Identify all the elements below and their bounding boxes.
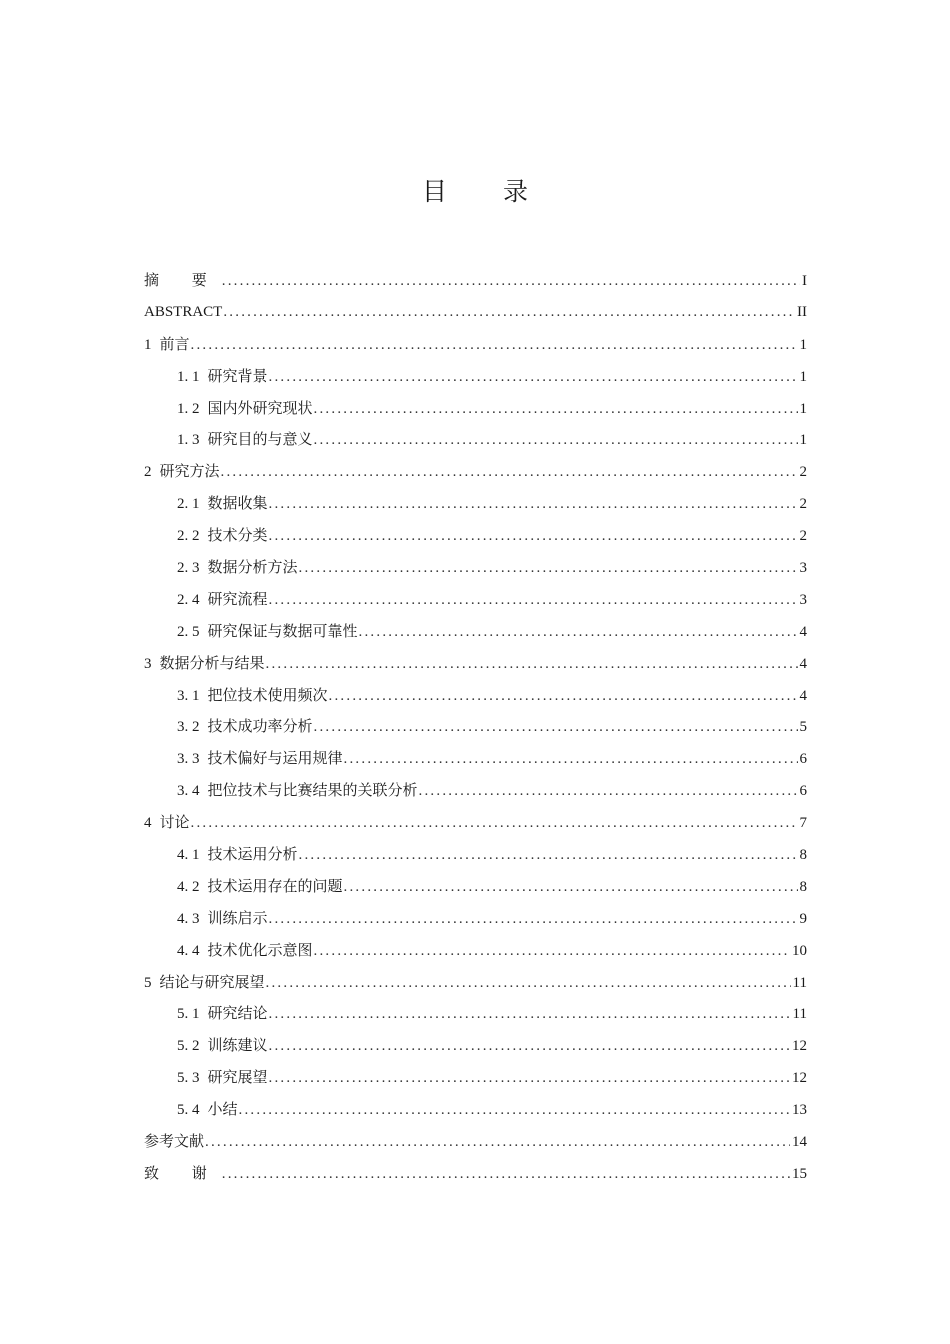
toc-entry-label — [177, 1094, 238, 1127]
toc-entry-title: 技术分类 — [207, 526, 268, 545]
toc-dot-leader — [269, 999, 791, 1031]
toc-page-number: 4 — [799, 687, 807, 704]
toc-page-number: 15 — [792, 1165, 807, 1182]
toc-entry-label — [177, 1030, 268, 1063]
toc-page-number: 10 — [792, 942, 807, 959]
toc-dot-leader — [269, 489, 798, 521]
toc-entry-number: 3. 4 — [177, 783, 200, 800]
toc-entry-label — [177, 393, 313, 426]
toc-entry-label — [177, 935, 313, 968]
toc-entry-title: 小结 — [207, 1100, 238, 1119]
toc-entry-number: 4 — [144, 815, 152, 832]
toc-entry-number: 1. 3 — [177, 432, 200, 449]
toc-page-number: 6 — [799, 783, 807, 800]
toc-entry[interactable] — [144, 1030, 807, 1062]
toc-entry-label — [177, 584, 268, 617]
toc-entry-label — [177, 488, 268, 521]
toc-dot-leader — [269, 585, 798, 617]
toc-entry-title: 讨论 — [159, 813, 190, 832]
toc-dot-leader — [299, 553, 798, 585]
toc-entry-label — [177, 998, 268, 1031]
toc-entry-number: 5 — [144, 974, 152, 991]
toc-entry-label — [144, 1158, 221, 1190]
toc-entry-label — [177, 424, 313, 457]
toc-dot-leader — [239, 1095, 790, 1127]
toc-page-number: 1 — [799, 336, 807, 353]
toc-page-number: II — [797, 303, 807, 320]
toc-entry-label — [144, 297, 222, 329]
toc-entry[interactable] — [144, 1094, 807, 1126]
toc-entry-title: 前言 — [159, 334, 190, 353]
toc-entry-title: 研究保证与数据可靠性 — [207, 621, 358, 640]
toc-dot-leader — [269, 1031, 790, 1063]
toc-page-number: 3 — [799, 560, 807, 577]
toc-entry[interactable] — [144, 935, 807, 967]
toc-page-number: 13 — [792, 1102, 807, 1119]
toc-entry[interactable] — [144, 520, 807, 552]
toc-dot-leader — [329, 681, 798, 713]
toc-entry[interactable] — [144, 616, 807, 648]
toc-entry-title: 摘 要 — [144, 271, 221, 289]
toc-entry-label — [177, 711, 313, 744]
toc-entry[interactable] — [144, 807, 807, 839]
toc-dot-leader — [266, 649, 798, 681]
toc-page-number: 5 — [799, 719, 807, 736]
toc-page-number: 1 — [799, 400, 807, 417]
toc-entry-title: 技术偏好与运用规律 — [207, 749, 343, 768]
toc-entry-number: 3. 1 — [177, 687, 200, 704]
toc-dot-leader — [222, 266, 800, 298]
toc-entry[interactable] — [144, 903, 807, 935]
toc-entry-label — [177, 775, 418, 808]
toc-entry-title: 参考文献 — [144, 1132, 205, 1151]
toc-entry[interactable] — [144, 456, 807, 488]
toc-entry[interactable] — [144, 329, 807, 361]
toc-page-number: 12 — [792, 1070, 807, 1087]
toc-entry[interactable] — [144, 584, 807, 616]
toc-entry-title: 研究背景 — [207, 366, 268, 385]
toc-entry-title: ABSTRACT — [144, 303, 223, 320]
toc-dot-leader — [299, 840, 798, 872]
toc-dot-leader — [269, 904, 798, 936]
toc-entry-number: 1. 2 — [177, 400, 200, 417]
toc-entry[interactable] — [144, 552, 807, 584]
toc-entry[interactable] — [144, 1062, 807, 1094]
toc-entry-title: 国内外研究现状 — [207, 398, 313, 417]
toc-entry-label — [177, 616, 358, 649]
toc-entry-title: 把位技术与比赛结果的关联分析 — [207, 781, 418, 800]
toc-page-number: 1 — [799, 368, 807, 385]
page-title: 目 录 — [422, 177, 552, 206]
toc-entry-label — [144, 329, 190, 362]
toc-entry[interactable] — [144, 775, 807, 807]
toc-entry-number: 2. 2 — [177, 528, 200, 545]
toc-entry-number: 4. 2 — [177, 878, 200, 895]
toc-dot-leader — [191, 330, 798, 362]
toc-entry-title: 研究展望 — [207, 1068, 268, 1087]
toc-entry-number: 4. 4 — [177, 942, 200, 959]
toc-entry[interactable] — [144, 871, 807, 903]
toc-dot-leader — [314, 425, 798, 457]
table-of-contents — [144, 265, 807, 1190]
toc-dot-leader — [223, 297, 795, 329]
toc-entry[interactable] — [144, 393, 807, 425]
toc-page-number: 9 — [799, 910, 807, 927]
toc-dot-leader — [191, 808, 798, 840]
toc-entry-number: 1 — [144, 336, 152, 353]
toc-entry-label — [177, 839, 298, 872]
toc-entry[interactable] — [144, 839, 807, 871]
toc-entry[interactable] — [144, 488, 807, 520]
toc-page-number: 4 — [799, 655, 807, 672]
toc-entry-title: 训练建议 — [207, 1036, 268, 1055]
toc-entry-number: 3. 2 — [177, 719, 200, 736]
toc-entry-label — [177, 903, 268, 936]
toc-entry-title: 研究目的与意义 — [207, 430, 313, 449]
toc-entry-label — [177, 680, 328, 713]
toc-entry-title: 研究结论 — [207, 1004, 268, 1023]
toc-entry-number: 2 — [144, 464, 152, 481]
toc-entry-title: 技术成功率分析 — [207, 717, 313, 736]
toc-entry-title: 研究方法 — [159, 462, 220, 481]
toc-page-number: 1 — [799, 432, 807, 449]
toc-entry-label — [144, 265, 221, 297]
toc-dot-leader — [221, 457, 798, 489]
toc-entry-label — [177, 552, 298, 585]
toc-entry[interactable] — [144, 711, 807, 743]
toc-entry[interactable] — [144, 998, 807, 1030]
toc-page-number: 2 — [799, 464, 807, 481]
toc-entry[interactable] — [144, 680, 807, 712]
toc-entry-label — [177, 520, 268, 553]
toc-entry-number: 4. 3 — [177, 910, 200, 927]
toc-dot-leader — [359, 617, 798, 649]
toc-page-number: 4 — [799, 623, 807, 640]
toc-entry-title: 把位技术使用频次 — [207, 685, 328, 704]
toc-dot-leader — [344, 744, 798, 776]
toc-entry-label — [177, 361, 268, 394]
toc-dot-leader — [269, 362, 798, 394]
toc-entry-title: 技术优化示意图 — [207, 940, 313, 959]
toc-entry-label — [177, 871, 343, 904]
toc-entry-label — [144, 648, 265, 681]
toc-entry-label — [144, 456, 220, 489]
toc-entry-title: 结论与研究展望 — [159, 972, 265, 991]
toc-entry-label — [144, 967, 265, 1000]
toc-entry-label — [144, 807, 190, 840]
toc-entry[interactable] — [144, 743, 807, 775]
toc-entry-number: 2. 3 — [177, 560, 200, 577]
toc-dot-leader — [269, 1063, 790, 1095]
toc-entry-title: 致 谢 — [144, 1163, 221, 1182]
toc-dot-leader — [344, 872, 798, 904]
toc-entry-number: 5. 3 — [177, 1070, 200, 1087]
toc-entry-title: 研究流程 — [207, 589, 268, 608]
toc-entry[interactable] — [144, 1126, 807, 1158]
toc-page-number: 8 — [799, 878, 807, 895]
toc-entry-title: 技术运用分析 — [207, 845, 298, 864]
toc-entry-number: 4. 1 — [177, 847, 200, 864]
toc-dot-leader — [205, 1127, 790, 1159]
toc-dot-leader — [269, 521, 798, 553]
toc-page-number: 11 — [792, 974, 807, 991]
toc-page-number: 3 — [799, 591, 807, 608]
toc-page-number: 11 — [792, 1006, 807, 1023]
toc-entry-title: 技术运用存在的问题 — [207, 876, 343, 895]
toc-entry-label — [144, 1126, 204, 1158]
toc-dot-leader — [314, 936, 790, 968]
toc-entry-number: 5. 2 — [177, 1038, 200, 1055]
toc-page-number: 8 — [799, 847, 807, 864]
toc-entry-number: 5. 1 — [177, 1006, 200, 1023]
toc-entry-number: 3 — [144, 655, 152, 672]
toc-dot-leader — [314, 394, 798, 426]
toc-page-number: 2 — [799, 496, 807, 513]
toc-entry[interactable] — [144, 265, 807, 297]
toc-entry[interactable] — [144, 424, 807, 456]
toc-dot-leader — [314, 712, 798, 744]
toc-entry-title: 数据分析与结果 — [159, 653, 265, 672]
toc-entry-number: 1. 1 — [177, 368, 200, 385]
toc-entry-number: 2. 5 — [177, 623, 200, 640]
toc-dot-leader — [419, 776, 798, 808]
toc-dot-leader — [266, 968, 791, 1000]
toc-dot-leader — [222, 1159, 790, 1191]
toc-page-number: 7 — [799, 815, 807, 832]
toc-entry-label — [177, 743, 343, 776]
toc-entry[interactable] — [144, 967, 807, 999]
toc-entry-number: 5. 4 — [177, 1102, 200, 1119]
toc-page-number: 14 — [792, 1134, 807, 1151]
toc-entry-number: 2. 1 — [177, 496, 200, 513]
toc-entry-label — [177, 1062, 268, 1095]
toc-page-number: 12 — [792, 1038, 807, 1055]
toc-entry-number: 3. 3 — [177, 751, 200, 768]
toc-entry-title: 训练启示 — [207, 908, 268, 927]
toc-entry[interactable] — [144, 361, 807, 393]
toc-entry[interactable] — [144, 297, 807, 329]
toc-entry-number: 2. 4 — [177, 591, 200, 608]
toc-page-number: 6 — [799, 751, 807, 768]
toc-page-number: I — [802, 273, 807, 289]
toc-entry[interactable] — [144, 648, 807, 680]
toc-entry-title: 数据分析方法 — [207, 558, 298, 577]
toc-entry[interactable] — [144, 1158, 807, 1190]
toc-entry-title: 数据收集 — [207, 494, 268, 513]
toc-page-number: 2 — [799, 528, 807, 545]
